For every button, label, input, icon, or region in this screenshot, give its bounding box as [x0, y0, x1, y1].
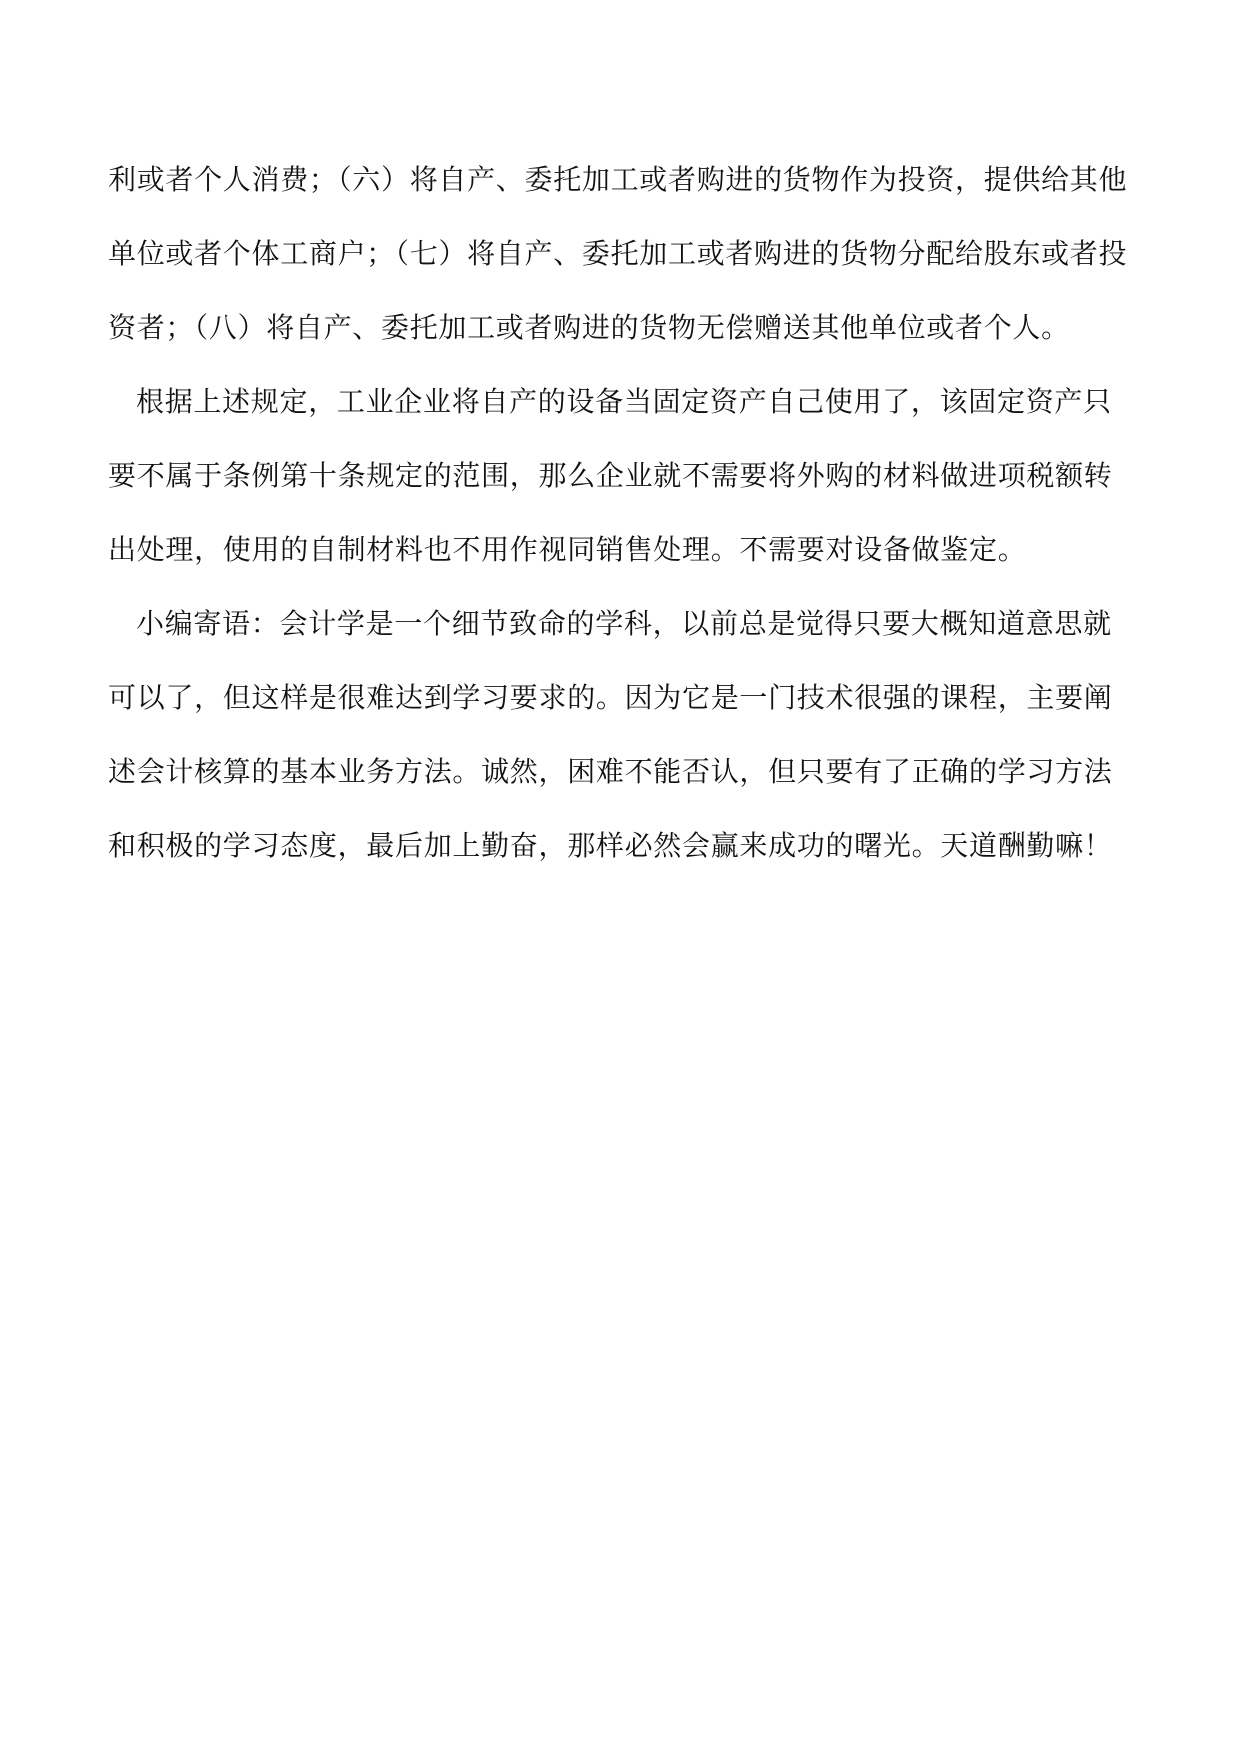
text-line-2: 单位或者个体工商户；（七）将自产、委托加工或者购进的货物分配给股东或者投	[108, 237, 1128, 270]
text-line-8: 可以了，但这样是很难达到学习要求的。因为它是一门技术很强的课程，主要阐	[108, 681, 1113, 714]
text-line-7: 小编寄语：会计学是一个细节致命的学科，以前总是觉得只要大概知道意思就	[136, 607, 1112, 640]
text-line-10: 和积极的学习态度，最后加上勤奋，那样必然会赢来成功的曙光。天道酬勤嘛！	[108, 829, 1113, 862]
text-line-3: 资者；（八）将自产、委托加工或者购进的货物无偿赠送其他单位或者个人。	[108, 311, 1070, 344]
text-line-5: 要不属于条例第十条规定的范围，那么企业就不需要将外购的材料做进项税额转	[108, 459, 1113, 492]
text-line-9: 述会计核算的基本业务方法。诚然，困难不能否认，但只要有了正确的学习方法	[108, 755, 1113, 788]
text-line-1: 利或者个人消费；（六）将自产、委托加工或者购进的货物作为投资，提供给其他	[108, 163, 1128, 196]
document-body	[108, 160, 1138, 900]
text-line-4: 根据上述规定，工业企业将自产的设备当固定资产自己使用了，该固定资产只	[136, 385, 1112, 418]
text-line-6: 出处理，使用的自制材料也不用作视同销售处理。不需要对设备做鉴定。	[108, 533, 1027, 566]
